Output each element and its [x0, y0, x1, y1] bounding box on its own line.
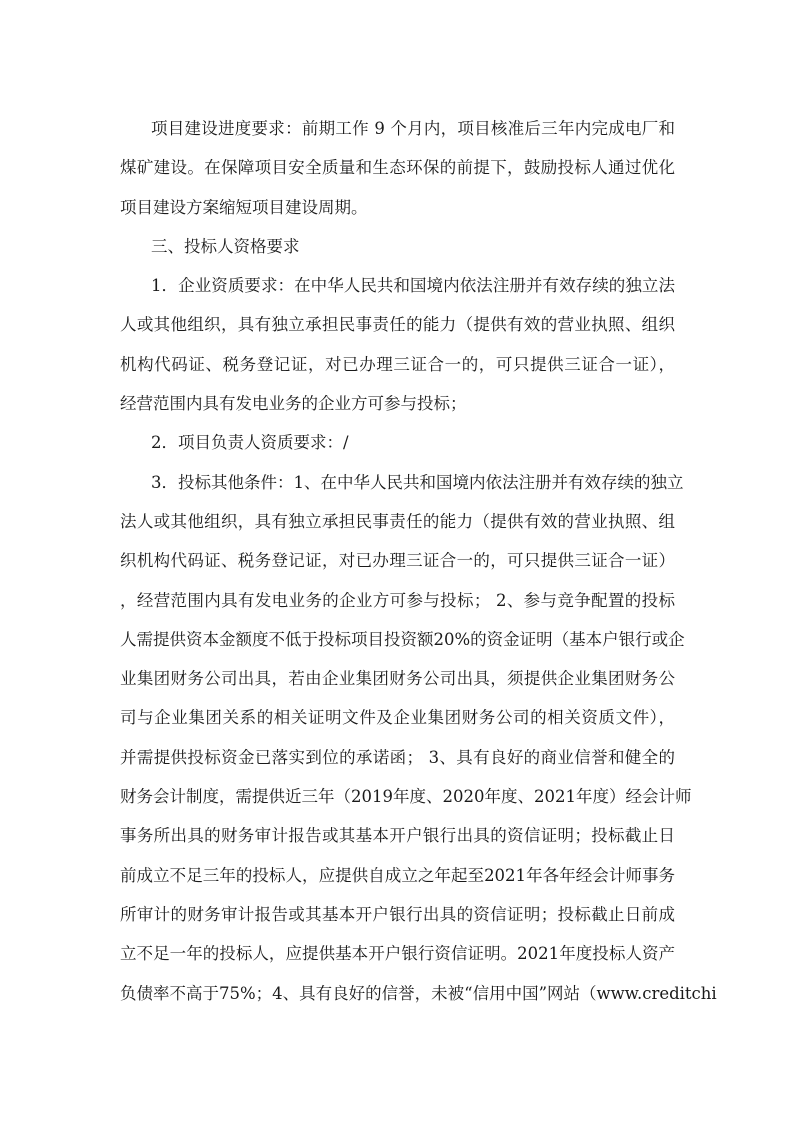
text-line: 前成立不足三年的投标人，应提供自成立之年起至2021年各年经会计师事务: [120, 865, 675, 885]
text-line: 立不足一年的投标人，应提供基本开户银行资信证明。2021年度投标人资产: [120, 944, 675, 964]
text-line: 2．项目负责人资质要求：/: [151, 433, 349, 453]
text-line: 事务所出具的财务审计报告或其基本开户银行出具的资信证明；投标截止日: [120, 826, 675, 846]
text-line: 3．投标其他条件：1、在中华人民共和国境内依法注册并有效存续的独立: [151, 472, 684, 492]
text-line: 法人或其他组织，具有独立承担民事责任的能力（提供有效的营业执照、组: [120, 511, 675, 531]
text-line: 织机构代码证、税务登记证，对已办理三证合一的，可只提供三证合一证）: [120, 551, 675, 571]
text-line: 煤矿建设。在保障项目安全质量和生态环保的前提下，鼓励投标人通过优化: [120, 158, 675, 178]
text-line: 人或其他组织，具有独立承担民事责任的能力（提供有效的营业执照、组织: [120, 315, 675, 335]
text-line: 负债率不高于75%；4、具有良好的信誉，未被“信用中国”网站（www.creditchi: [120, 983, 717, 1003]
text-line: 项目建设方案缩短项目建设周期。: [120, 197, 368, 217]
text-line: 所审计的财务审计报告或其基本开户银行出具的资信证明；投标截止日前成: [120, 904, 675, 924]
text-line: 业集团财务公司出具，若由企业集团财务公司出具，须提供企业集团财务公: [120, 669, 675, 689]
text-line: 并需提供投标资金已落实到位的承诺函； 3、具有良好的商业信誉和健全的: [120, 747, 675, 767]
text-line: 经营范围内具有发电业务的企业方可参与投标；: [120, 394, 467, 414]
text-line: 人需提供资本金额度不低于投标项目投资额20%的资金证明（基本户银行或企: [120, 629, 685, 649]
text-line: 机构代码证、税务登记证，对已办理三证合一的，可只提供三证合一证），: [120, 354, 675, 374]
text-line: 三、投标人资格要求: [151, 236, 300, 256]
text-line: ，经营范围内具有发电业务的企业方可参与投标； 2、参与竞争配置的投标: [120, 590, 675, 610]
text-line: 司与企业集团关系的相关证明文件及企业集团财务公司的相关资质文件），: [120, 708, 675, 728]
text-line: 项目建设进度要求：前期工作 9 个月内，项目核准后三年内完成电厂和: [151, 119, 675, 138]
text-line: 1．企业资质要求：在中华人民共和国境内依法注册并有效存续的独立法: [151, 276, 675, 296]
text-line: 财务会计制度，需提供近三年（2019年度、2020年度、2021年度）经会计师: [120, 787, 692, 807]
document-body: [120, 109, 717, 1013]
